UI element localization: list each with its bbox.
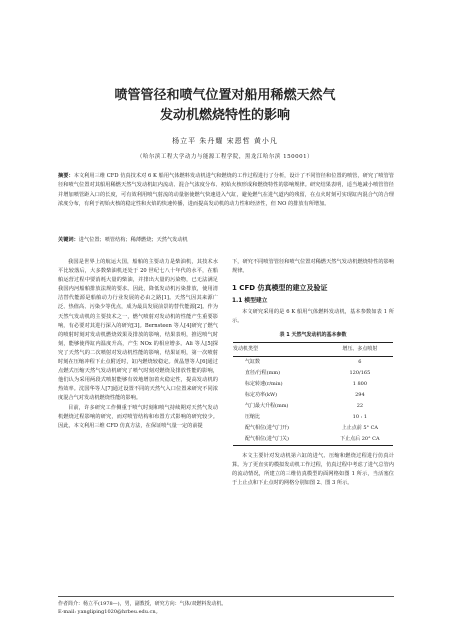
intro-paragraph-1: 我国是世界上的航运大国，船舶的主要动力是柴油机，其技术水平比较落后，大多数柴油机还处于 20 世纪七八十年代的水平，在船舶运营过程中要消耗大量的柴油，并排出大量的污染物，已无法满足我国内河船舶排放法规的要求。因此，降低发动机污染排放，使用清洁替代能源是船舶动力行业发展的必由之路[1]。天然气因其来源广泛、热值高、污染少等优点，成为最具发展前景的替代能源[2]。作为天然气发动机的主要技术之一，燃气喷射对发动机的性能产生重要影响，有必要对其进行深入的研究[3]。Bernsteen 等人[4]研究了燃气的喷射时刻对发动机燃烧效果及排放的影响，结果表明，推迟喷气时刻，能够使得缸内温度升高，产生 NOx 的相应增多。Ali 等人[5]探究了天然气的二次喷射对发动机性能的影响，结果证明，第一次喷射时刻在压缩冲程下止点附近时，缸内燃烧较稳定。黄晶慧等人[6]通过点燃式压缩天然气发动机研究了喷气时刻对燃烧及排放性能的影响，他们认为采用两段式喷射能够有效地增加着火稳定性，提高发动机的热效率。沈国华等人[7]通过设置不同的天然气入口位置来研究不同浓度混合气对发动机燃烧性能的影响。 — [58, 259, 218, 402]
table-header-row — [233, 342, 393, 356]
parameter-name-cell: 标定转速(r/min) — [245, 381, 283, 388]
author-list: 杨立平 朱丹耀 宋恩哲 黄小凡 — [172, 137, 278, 145]
table-row — [233, 423, 393, 434]
keywords-label: 关键词： — [58, 237, 79, 243]
left-column — [58, 258, 218, 431]
table-row — [233, 412, 393, 423]
table-row — [233, 356, 393, 368]
parameter-value-cell: 22 — [356, 403, 364, 410]
parameter-value-cell: 120/165 — [349, 370, 371, 377]
simulation-paragraph: 本文主要针对发动机第六缸的进气、压缩和燃烧过程进行仿真计算。为了更直实的模拟发动机工作过程，仿真过程中考虑了进气总管内的流动情况，所建立的三维仿真模型的面网格如图 1 所示，当活塞位于上止点和下止点时的网格分别如图 2、图 3 所示。 — [232, 452, 394, 487]
table-row — [233, 368, 393, 379]
parameter-name-cell: 配气相位(进气门开) — [245, 425, 289, 432]
right-column — [232, 258, 394, 488]
parameter-name-cell: 压缩比 — [245, 414, 261, 421]
parameter-value-cell: 上止点前 5° CA — [341, 425, 379, 432]
subsection-heading-1-1: 1.1 模型建立 — [232, 298, 268, 305]
keywords-text: 进气位置；喷管结构；稀薄燃烧；天然气发动机 — [78, 237, 188, 243]
paper-title-line1: 喷管管径和喷气位置对船用稀燃天然气 — [114, 88, 336, 103]
parameter-name-cell: 直径/行程(mm) — [245, 370, 281, 377]
table-caption: 表 1 天然气发动机的基本参数 — [279, 331, 347, 338]
table-body — [233, 356, 393, 445]
table-header-cell: 发动机类型 — [233, 342, 327, 356]
keywords — [58, 236, 394, 243]
paper-title-line2: 发动机燃烧特性的影响 — [159, 108, 290, 123]
affiliation: （哈尔滨工程大学动力与能源工程学院，黑龙江哈尔滨 150001） — [136, 154, 314, 160]
intro-paragraph-2: 目前，许多研究工作侧重于喷气时刻和喷气持续期对天然气发动机燃烧过程影响的研究，而对喷管结构和布置方式影响的研究较少。因此，本文利用三维 CFD 仿真方法，在保证喷气量一定的前提 — [58, 404, 218, 429]
section-heading-1: 1 CFD 仿真模型的建立及验证 — [232, 284, 328, 293]
parameter-name-cell: 标定功率(kW) — [245, 392, 278, 399]
table-row — [233, 379, 393, 390]
parameter-value-cell: 下止点后 20° CA — [327, 434, 393, 446]
table-row — [233, 390, 393, 401]
table-row — [233, 434, 393, 446]
parameter-name-cell: 配气相位(进气门关) — [233, 434, 327, 446]
abstract — [58, 172, 394, 210]
table-row — [233, 401, 393, 412]
table-header-cell: 增压、多点喷射 — [327, 342, 393, 356]
parameter-name-cell: 气缸数 — [245, 359, 261, 366]
author-footnote — [58, 596, 394, 616]
engine-parameters-table — [233, 342, 393, 446]
intro-continuation: 下，研究不同喷管管径和喷气位置对稀燃天然气发动机燃烧特性的影响规律。 — [232, 259, 394, 275]
parameter-name-cell: 气门最大升程(mm) — [245, 403, 289, 410]
parameter-value-cell: 294 — [355, 392, 365, 399]
parameter-value-cell: 10 : 1 — [352, 414, 368, 421]
model-paragraph: 本文研究采用的是 6 K 船用气体燃料发动机，基本参数如表 1 所示。 — [232, 309, 394, 325]
parameter-value-cell: 6 — [358, 359, 362, 366]
parameter-value-cell: 1 800 — [352, 381, 368, 388]
author-info: 作者简介：杨立平(1978—)，男，副教授，研究方向：气体/双燃料发动机。 — [58, 601, 227, 607]
abstract-label: 摘要： — [58, 173, 74, 179]
author-email: E-mail: yangliping1020@hrbeu.edu.cn。 — [58, 609, 161, 615]
abstract-text: 本文利用三维 CFD 仿真技术对 6 K 船用气体燃料发动机进气和燃烧的工作过程进行了分析，设计了不同管径和位置的喷管，研究了喷管管径和喷气位置对其船用稀燃天然气发动机缸内流动、混合气浓度分布、初始火核形成和燃烧特性的影响规律。研究结果表明，适当地减小喷管管径并增加喷管距入口的长度，可有效利用喷气射流的动量驱使燃气快速进入气缸，避免燃气在进气道内的残留，在点火时刻可实现缸内混合气的合理浓度分布，有利于初始火核的稳定性和火焰的快速传播，进而提高发动机的动力性和经济性，但 NO 的排放有所增加。 — [58, 173, 394, 208]
